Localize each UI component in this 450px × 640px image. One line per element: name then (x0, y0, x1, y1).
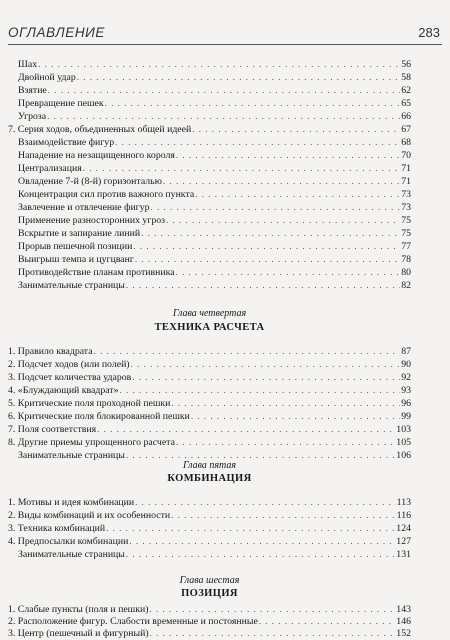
leader-dots (135, 496, 395, 509)
leader-dots (150, 627, 396, 640)
toc-entry-label: 7. Поля соответствия (8, 424, 97, 435)
chapter-title: ПОЗИЦИЯ (181, 588, 238, 599)
toc-entry-label: 8. Другие приемы упрощенного расчета (8, 437, 175, 448)
leader-dots (191, 410, 400, 423)
leader-dots (151, 201, 401, 214)
toc-entry (8, 397, 411, 410)
toc-entry-label: Взятие (18, 85, 47, 96)
leader-dots (166, 214, 400, 227)
toc-entry-page: 127 (396, 536, 411, 547)
toc-entry-page: 73 (401, 202, 411, 213)
toc-entry (8, 110, 411, 123)
toc-entry-page: 87 (401, 346, 411, 357)
toc-entry-label: Шах (18, 59, 38, 70)
toc-entry-label: 4. «Блуждающий квадрат» (8, 385, 119, 396)
leader-dots (97, 423, 395, 436)
leader-dots (105, 97, 401, 110)
toc-entry (8, 627, 411, 640)
toc-entry-label: 4. Предпосылки комбинации (8, 536, 129, 547)
toc-entry-page: 99 (401, 411, 411, 422)
toc-entry-label: Занимательные страницы (18, 549, 125, 560)
leader-dots (38, 58, 400, 71)
toc-entry (8, 149, 411, 162)
toc-entry (8, 71, 411, 84)
toc-entry-label: 3. Центр (пешечный и фигурный) (8, 628, 149, 639)
leader-dots (47, 110, 400, 123)
header-rule (8, 44, 442, 45)
toc-entry-label: Завлечение и отвлечение фигур (18, 202, 150, 213)
toc-entry-page: 65 (401, 98, 411, 109)
toc-entry-page: 116 (396, 510, 411, 521)
toc-entry-page: 71 (401, 163, 411, 174)
toc-entry (8, 548, 411, 561)
toc-entry-label: 2. Виды комбинаций и их особенности (8, 510, 171, 521)
chapter-heading: Глава пятая (182, 460, 237, 471)
leader-dots (129, 535, 395, 548)
leader-dots (195, 188, 400, 201)
toc-entry-page: 71 (401, 176, 411, 187)
header-title: ОГЛАВЛЕНИЕ (8, 25, 106, 40)
toc-entry-label: Вскрытие и запирание линий (18, 228, 141, 239)
toc-entry (8, 253, 411, 266)
leader-dots (94, 345, 401, 358)
toc-entry-label: Централизация (18, 163, 82, 174)
running-header (8, 8, 442, 44)
chapter-heading: Глава шестая (179, 575, 240, 586)
toc-entry-label: Выигрыш темпа и цугцванг (18, 254, 134, 265)
toc-entry-label: 1. Правило квадрата (8, 346, 93, 357)
toc-entry (8, 496, 411, 509)
toc-entry-label: 1. Мотивы и идея комбинации (8, 497, 135, 508)
toc-entry (8, 58, 411, 71)
toc-entry (8, 136, 411, 149)
toc-entry (8, 84, 411, 97)
toc-entry-label: 2. Подсчет ходов (или полей) (8, 359, 130, 370)
toc-entry-label: Противодействие планам противника (18, 267, 175, 278)
toc-entry (8, 123, 411, 136)
header-page-number: 283 (418, 25, 440, 40)
leader-dots (192, 123, 400, 136)
leader-dots (141, 227, 400, 240)
toc-entry-label: Занимательные страницы (18, 450, 125, 461)
toc-entry-label: Концентрация сил против важного пункта (18, 189, 195, 200)
toc-entry (8, 410, 411, 423)
toc-entry (8, 266, 411, 279)
toc-entry-page: 58 (401, 72, 411, 83)
leader-dots (115, 136, 400, 149)
leader-dots (126, 279, 400, 292)
toc-entry-page: 96 (401, 398, 411, 409)
chapter-title: КОМБИНАЦИЯ (167, 473, 252, 484)
toc-entry-label: Занимательные страницы (18, 280, 125, 291)
toc-entry-label: 5. Критические поля проходной пешки (8, 398, 171, 409)
leader-dots (176, 149, 400, 162)
toc-entry-page: 93 (401, 385, 411, 396)
toc-entry (8, 522, 411, 535)
toc-entry (8, 227, 411, 240)
toc-entry (8, 423, 411, 436)
toc-entry-page: 113 (396, 497, 411, 508)
toc-entry-page: 80 (401, 267, 411, 278)
toc-entry (8, 436, 411, 449)
toc-entry-label: 3. Техника комбинаций (8, 523, 106, 534)
leader-dots (126, 548, 395, 561)
toc-entry (8, 509, 411, 522)
leader-dots (163, 175, 400, 188)
toc-entry-label: Овладение 7-й (8-й) горизонталью (18, 176, 162, 187)
toc-entry-page: 70 (401, 150, 411, 161)
toc-entry-page: 75 (401, 215, 411, 226)
leader-dots (171, 397, 400, 410)
leader-dots (48, 84, 400, 97)
toc-entry-page: 124 (396, 523, 411, 534)
toc-entry-page: 152 (396, 628, 411, 639)
toc-entry (8, 345, 411, 358)
toc-entry (8, 188, 411, 201)
toc-entry-label: 2. Расположение фигур. Слабости временные и постоянные (8, 616, 258, 627)
toc-entry (8, 384, 411, 397)
toc-entry (8, 162, 411, 175)
toc-entry-page: 78 (401, 254, 411, 265)
toc-entry-page: 73 (401, 189, 411, 200)
toc-entry-page: 106 (396, 450, 411, 461)
leader-dots (77, 71, 400, 84)
toc-entry-page: 77 (401, 241, 411, 252)
toc-entry-page: 92 (401, 372, 411, 383)
toc-entry-label: Нападение на незащищенного короля (18, 150, 175, 161)
leader-dots (135, 253, 400, 266)
toc-entry-page: 67 (401, 124, 411, 135)
toc-entry-label: Применение разносторонних угроз (18, 215, 165, 226)
toc-entry-page: 62 (401, 85, 411, 96)
leader-dots (131, 358, 401, 371)
toc-entry (8, 371, 411, 384)
toc-entry-page: 56 (401, 59, 411, 70)
toc-entry-label: 3. Подсчет количества ударов (8, 372, 132, 383)
toc-entry (8, 240, 411, 253)
toc-entry-label: Двойной удар (18, 72, 76, 83)
toc-entry (8, 535, 411, 548)
leader-dots (132, 371, 400, 384)
toc-entry (8, 201, 411, 214)
toc-entry (8, 279, 411, 292)
toc-entry (8, 214, 411, 227)
toc-entry-label: 1. Слабые пункты (поля и пешки) (8, 604, 149, 615)
toc-entry-page: 66 (401, 111, 411, 122)
toc-entry (8, 97, 411, 110)
toc-entry-page: 143 (396, 604, 411, 615)
toc-entry-page: 68 (401, 137, 411, 148)
toc-entry-label: 7. Серия ходов, объединенных общей идеей (8, 124, 192, 135)
chapter-heading: Глава четвертая (172, 308, 247, 319)
toc-entry-page: 146 (396, 616, 411, 627)
toc-entry-page: 131 (396, 549, 411, 560)
toc-entry-page: 75 (401, 228, 411, 239)
leader-dots (120, 384, 401, 397)
toc-entry-page: 103 (396, 424, 411, 435)
leader-dots (176, 436, 395, 449)
leader-dots (106, 522, 395, 535)
toc-entry-label: 6. Критические поля блокированной пешки (8, 411, 190, 422)
leader-dots (176, 266, 401, 279)
leader-dots (133, 240, 400, 253)
toc-entry-page: 90 (401, 359, 411, 370)
leader-dots (171, 509, 396, 522)
toc-entry-label: Превращение пешек (18, 98, 104, 109)
toc-entry-label: Прорыв пешечной позиции (18, 241, 133, 252)
toc-entry-page: 82 (401, 280, 411, 291)
toc-entry-label: Угроза (18, 111, 47, 122)
toc-entry (8, 175, 411, 188)
toc-entry-label: Взаимодействие фигур (18, 137, 115, 148)
leader-dots (83, 162, 400, 175)
toc-entry (8, 358, 411, 371)
chapter-title: ТЕХНИКА РАСЧЕТА (154, 322, 265, 333)
toc-entry-page: 105 (396, 437, 411, 448)
